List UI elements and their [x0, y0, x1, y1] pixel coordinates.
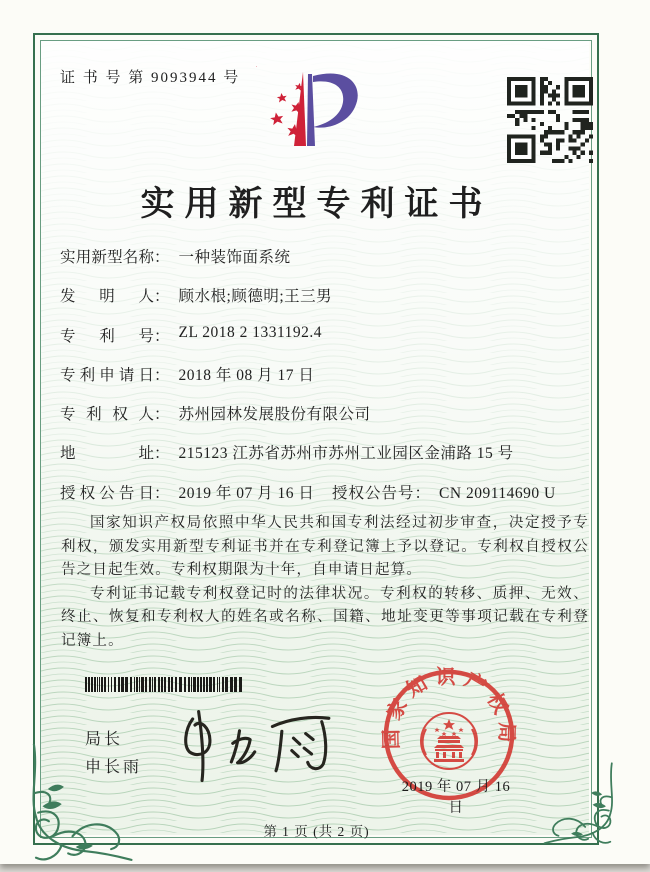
field-colon: ： — [414, 484, 431, 502]
field-colon: ： — [154, 327, 170, 345]
field-value: 顾水根;顾德明;王三男 — [178, 288, 333, 306]
legal-paragraph-2: 专利证书记载专利权登记时的法律状况。专利权的转移、质押、无效、终止、恢复和专利权人的姓名或名称、国籍、地址变更等事项记载在专利登记簿上。 — [61, 585, 589, 649]
certificate-number: 证 书 号 第 9093944 号 — [60, 70, 241, 86]
field-label: 专利申请日 — [60, 366, 154, 384]
certificate-title: 实用新型专利证书 — [140, 186, 493, 223]
field-list — [60, 245, 590, 520]
seal-date: 2019 年 07 月 16 日 — [401, 779, 511, 816]
field-label: 专利号 — [60, 327, 154, 345]
field-colon: ： — [154, 288, 170, 306]
director-signature-icon — [174, 700, 342, 786]
field-colon: ： — [154, 366, 170, 384]
cnipa-patent-logo-icon — [256, 66, 368, 156]
field-row-filing-date — [60, 363, 590, 402]
seal-text: 国家知识产权局 — [380, 666, 518, 750]
qr-code — [507, 77, 593, 163]
corner-flourish-right-icon — [543, 748, 617, 860]
field-value: 苏州园林发展股份有限公司 — [178, 406, 371, 424]
field-label: 实用新型名称 — [60, 249, 154, 266]
field-colon: ： — [154, 406, 170, 424]
legal-paragraph-1: 国家知识产权局依照中华人民共和国专利法经过初步审查，决定授予专利权，颁发实用新型专利证书并在专利登记簿上予以登记。专利权自授权公告之日起生效。专利权期限为十年，自申请日起算。 — [61, 515, 589, 578]
field-label: 专利权人 — [60, 406, 154, 424]
field-colon: ： — [154, 249, 170, 266]
page-footer: 第 1 页 (共 2 页) — [263, 824, 370, 839]
signer-name: 申长雨 — [85, 759, 143, 776]
field-row-patentee — [60, 402, 590, 441]
field-label: 授权公告日 — [60, 484, 154, 502]
field-row-address — [60, 441, 590, 480]
field-label: 地址 — [60, 445, 154, 463]
field-row-patent-no — [60, 324, 590, 363]
field-label: 发明人 — [60, 288, 154, 306]
field-colon: ： — [154, 484, 170, 502]
field-value: CN 209114690 U — [439, 484, 556, 502]
signer-title: 局长 — [85, 731, 124, 748]
field-row-name — [60, 245, 590, 284]
field-label: 授权公告号 — [332, 484, 415, 502]
legal-text — [61, 512, 589, 653]
field-group-grant-no — [332, 481, 556, 503]
field-value: 一种装饰面系统 — [178, 249, 291, 266]
field-value: 215123 江苏省苏州市苏州工业园区金浦路 15 号 — [178, 445, 514, 463]
field-value: 2019 年 07 月 16 日 — [178, 484, 315, 502]
field-value: ZL 2018 2 1331192.4 — [178, 323, 323, 341]
field-value: 2018 年 08 月 17 日 — [178, 366, 315, 384]
field-row-inventors — [60, 284, 590, 323]
field-colon: ： — [154, 445, 170, 463]
barcode — [85, 677, 245, 692]
